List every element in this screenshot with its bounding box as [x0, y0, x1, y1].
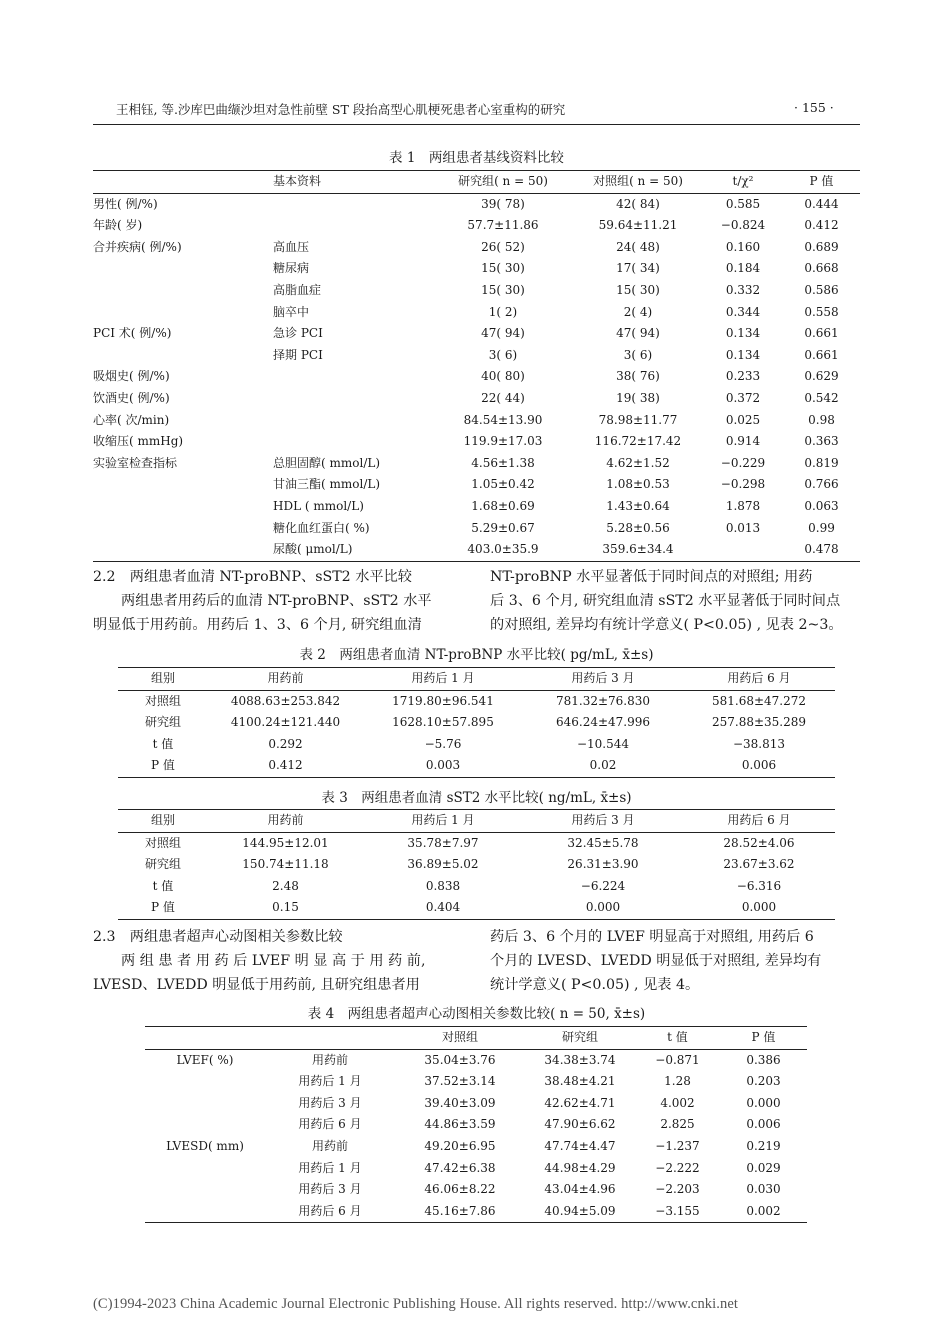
table3-column-header: 用药前	[208, 810, 363, 833]
table1	[93, 170, 860, 562]
table1-row	[93, 258, 860, 280]
table1-cell	[93, 496, 273, 518]
table3-cell: −6.316	[736, 878, 782, 893]
table2-row	[118, 734, 835, 756]
table1-row	[93, 323, 860, 345]
table1-cell: 0.99	[808, 520, 835, 535]
section-2-2-heading: 2.2 两组患者血清 NT-proBNP、sST2 水平比较	[93, 569, 412, 585]
table1-cell	[273, 410, 433, 432]
table1-cell: 0.661	[804, 347, 839, 362]
table1-caption: 表 1 两组患者基线资料比较	[389, 150, 564, 166]
table2-header-row	[118, 668, 835, 691]
table4-cell: −1.237	[655, 1138, 700, 1153]
table2-cell: 4100.24±121.440	[230, 715, 341, 730]
section-2-3-right	[490, 925, 870, 997]
table1-cell: 甘油三酯( mmol/L)	[273, 477, 381, 492]
table2-caption: 表 2 两组患者血清 NT-proBNP 水平比较( pg/mL, x̄±s)	[299, 647, 654, 663]
table4-caption: 表 4 两组患者超声心动图相关参数比较( n = 50, x̄±s)	[307, 1006, 646, 1022]
table1-row	[93, 280, 860, 302]
table4-row	[145, 1179, 807, 1201]
table1-cell	[273, 388, 433, 410]
running-title: 王相钰, 等.沙库巴曲缬沙坦对急性前壁 ST 段抬高型心肌梗死患者心室重构的研究	[116, 102, 566, 117]
table1-cell: 收缩压( mmHg)	[93, 434, 184, 449]
page-number: · 155 ·	[794, 100, 834, 115]
table1-cell: 糖尿病	[273, 261, 310, 276]
table4-column-header: P 值	[720, 1027, 807, 1050]
table4-cell: 用药后 6 月	[298, 1117, 362, 1132]
table1-cell: 0.344	[725, 304, 761, 319]
table1-cell: 0.766	[804, 477, 839, 492]
table1-cell: 0.233	[725, 369, 761, 384]
table2-row	[118, 690, 835, 712]
table1-cell: 1.43±0.64	[606, 498, 670, 513]
section-2-3-line-4: 个月的 LVESD、LVEDD 明显低于对照组, 差异均有	[490, 953, 822, 969]
table1-cell	[93, 302, 273, 324]
table4-cell: 0.219	[746, 1138, 781, 1153]
table3-cell: 0.15	[272, 900, 299, 915]
section-2-2-right	[490, 565, 870, 637]
table1-cell: 高脂血症	[273, 282, 322, 297]
table3-cell: 对照组	[144, 835, 181, 850]
table3-cell: 150.74±11.18	[242, 857, 329, 872]
table3-row	[118, 854, 835, 876]
section-2-2-line-2: 明显低于用药前。用药后 1、3、6 个月, 研究组血清	[93, 617, 422, 633]
table2-cell: 研究组	[144, 715, 181, 730]
table1-cell: 0.184	[725, 261, 761, 276]
table1-row	[93, 345, 860, 367]
table1-cell	[93, 539, 273, 561]
table1-cell: 1.08±0.53	[606, 477, 670, 492]
table4-cell: 2.825	[660, 1117, 695, 1132]
table4-cell: 47.42±6.38	[424, 1160, 496, 1175]
table2-cell: 1719.80±96.541	[392, 693, 494, 708]
table3-cell: 32.45±5.78	[567, 835, 639, 850]
table1-cell	[703, 539, 783, 561]
table1-cell: 1.05±0.42	[471, 477, 535, 492]
table1-cell: 4.56±1.38	[471, 455, 535, 470]
table1-cell: 5.28±0.56	[606, 520, 670, 535]
table4-cell: −3.155	[655, 1203, 700, 1218]
table3-header-row	[118, 810, 835, 833]
table3-row	[118, 897, 835, 919]
table1-cell: 0.412	[804, 218, 839, 233]
table2-cell: 781.32±76.830	[555, 693, 651, 708]
table1-row	[93, 453, 860, 475]
table1-cell: 5.29±0.67	[471, 520, 535, 535]
table3-cell: P 值	[151, 900, 175, 915]
table1-cell	[273, 215, 433, 237]
table4-cell: 44.98±4.29	[544, 1160, 616, 1175]
table2-row	[118, 712, 835, 734]
table2-column-header: 用药后 1 月	[363, 668, 523, 691]
table1-cell: 0.819	[804, 455, 839, 470]
table1-cell: 0.585	[725, 196, 761, 211]
table4-column-header	[145, 1027, 265, 1050]
table4-cell	[145, 1071, 265, 1093]
table1-column-header: t/χ²	[703, 171, 783, 194]
table1-cell: 24( 48)	[616, 239, 660, 254]
table4-cell: 0.029	[746, 1160, 781, 1175]
table1-row	[93, 215, 860, 237]
table3-cell: 144.95±12.01	[242, 835, 329, 850]
table1-cell: 0.063	[804, 498, 839, 513]
table2-cell: 0.292	[268, 736, 303, 751]
table3-cell: t 值	[152, 878, 174, 893]
table1-header-blank	[93, 171, 273, 194]
table1-cell: 脑卒中	[273, 304, 310, 319]
table1-row	[93, 388, 860, 410]
table1-cell: 0.134	[725, 347, 761, 362]
table1-cell: −0.229	[720, 455, 766, 470]
table1-cell: 吸烟史( 例/%)	[93, 369, 170, 384]
table1-row	[93, 410, 860, 432]
table2-column-header: 用药前	[208, 668, 363, 691]
section-2-2-line-4: 后 3、6 个月, 研究组血清 sST2 水平显著低于同时间点	[490, 593, 841, 609]
table1-cell: 0.98	[808, 412, 835, 427]
table1-cell: 403.0±35.9	[467, 542, 539, 557]
table4-cell: 47.90±6.62	[544, 1117, 616, 1132]
table4-cell: 用药前	[311, 1052, 348, 1067]
table4-cell: 49.20±6.95	[424, 1138, 496, 1153]
table4-column-header: 研究组	[525, 1027, 635, 1050]
table2-cell: 646.24±47.996	[555, 715, 651, 730]
table1-cell: 0.629	[804, 369, 839, 384]
table1-cell: 0.372	[725, 390, 761, 405]
table2	[118, 667, 835, 778]
table4-cell: 用药后 3 月	[298, 1182, 362, 1197]
table1-cell: 15( 30)	[481, 282, 525, 297]
table2-cell: P 值	[151, 758, 175, 773]
table1-row	[93, 302, 860, 324]
table1-cell	[273, 193, 433, 215]
table2-column-header: 用药后 3 月	[523, 668, 683, 691]
table1-row	[93, 237, 860, 259]
table1-cell: 0.013	[725, 520, 761, 535]
table1-cell: 39( 78)	[481, 196, 525, 211]
table3-column-header: 组别	[118, 810, 208, 833]
table2-cell: 4088.63±253.842	[230, 693, 341, 708]
table1-cell: 0.558	[804, 304, 839, 319]
table4	[145, 1026, 807, 1223]
table2-cell: 0.003	[425, 758, 461, 773]
table4-cell	[145, 1093, 265, 1115]
header-rule	[93, 124, 860, 125]
table1-cell: 2( 4)	[623, 304, 653, 319]
table1-cell: 年龄( 岁)	[93, 218, 143, 233]
table3-cell: −6.224	[580, 878, 626, 893]
table4-cell: 用药前	[311, 1138, 348, 1153]
table3-column-header: 用药后 6 月	[683, 810, 835, 833]
table1-cell: 0.914	[725, 434, 761, 449]
table4-cell: 38.48±4.21	[544, 1074, 616, 1089]
table4-cell: 用药后 3 月	[298, 1095, 362, 1110]
table3-caption: 表 3 两组患者血清 sST2 水平比较( ng/mL, x̄±s)	[321, 790, 632, 806]
table1-cell: 40( 80)	[481, 369, 525, 384]
table4-cell: 39.40±3.09	[424, 1095, 496, 1110]
table2-cell: 1628.10±57.895	[392, 715, 494, 730]
table4-cell: 37.52±3.14	[424, 1074, 496, 1089]
table1-cell: 0.025	[725, 412, 761, 427]
table4-cell: 用药后 1 月	[298, 1074, 362, 1089]
table2-cell: t 值	[152, 736, 174, 751]
table1-cell: 择期 PCI	[273, 347, 323, 362]
table1-cell: 38( 76)	[616, 369, 660, 384]
table2-column-header: 组别	[118, 668, 208, 691]
table2-cell: 对照组	[144, 693, 181, 708]
table3-cell: 26.31±3.90	[567, 857, 639, 872]
table1-cell: 0.363	[804, 434, 839, 449]
table2-row	[118, 755, 835, 777]
table1-cell: 17( 34)	[616, 261, 660, 276]
table4-cell: 0.006	[746, 1117, 781, 1132]
table4-column-header: t 值	[635, 1027, 720, 1050]
table1-cell: 高血压	[273, 239, 310, 254]
table2-cell: 0.412	[268, 758, 303, 773]
table3-cell: 0.838	[425, 878, 461, 893]
table1-cell: 0.478	[804, 542, 839, 557]
table1-row	[93, 518, 860, 540]
table1-cell: 1.878	[725, 498, 761, 513]
table1-cell: 总胆固醇( mmol/L)	[273, 455, 381, 470]
table1-cell: 19( 38)	[616, 390, 660, 405]
table1-cell: 0.160	[725, 239, 761, 254]
table1-cell: −0.298	[720, 477, 766, 492]
section-2-3-line-1: 两 组 患 者 用 药 后 LVEF 明 显 高 于 用 药 前,	[121, 953, 426, 969]
table3-cell: 0.404	[425, 900, 461, 915]
table4-cell: 46.06±8.22	[424, 1182, 496, 1197]
table4-cell: 0.030	[746, 1182, 781, 1197]
table2-cell: 0.02	[589, 758, 617, 773]
table1-cell	[93, 258, 273, 280]
table4-cell	[145, 1201, 265, 1223]
table3-cell: 0.000	[741, 900, 777, 915]
table4-cell: LVESD( mm)	[166, 1138, 244, 1153]
table1-column-header: 研究组( n = 50)	[433, 171, 573, 194]
table2-cell: −10.544	[576, 736, 630, 751]
table1-cell: 男性( 例/%)	[93, 196, 158, 211]
table1-cell: PCI 术( 例/%)	[93, 326, 172, 341]
table3-cell: 23.67±3.62	[723, 857, 795, 872]
section-2-2-line-1: 两组患者用药后的血清 NT-proBNP、sST2 水平	[121, 593, 432, 609]
table4-cell	[145, 1158, 265, 1180]
table1-cell: 3( 6)	[488, 347, 518, 362]
table4-cell: 43.04±4.96	[544, 1182, 616, 1197]
table1-cell: 116.72±17.42	[594, 434, 682, 449]
table1-cell	[93, 518, 273, 540]
table1-cell: 47( 94)	[616, 326, 660, 341]
table2-column-header: 用药后 6 月	[683, 668, 835, 691]
table3-cell: 0.000	[585, 900, 621, 915]
table3	[118, 809, 835, 920]
table1-cell: 57.7±11.86	[467, 218, 539, 233]
table1-cell: 0.689	[804, 239, 839, 254]
table3-row	[118, 876, 835, 898]
table1-cell	[93, 345, 273, 367]
table1-cell: 尿酸( μmol/L)	[273, 542, 353, 557]
section-2-2-line-3: NT-proBNP 水平显著低于同时间点的对照组; 用药	[490, 569, 813, 585]
table3-column-header: 用药后 3 月	[523, 810, 683, 833]
table3-cell: 2.48	[272, 878, 299, 893]
table1-cell	[273, 431, 433, 453]
table1-cell: HDL ( mmol/L)	[273, 498, 364, 513]
copyright-footer: (C)1994-2023 China Academic Journal Electronic Publishing House. All rights reserved. http://www.cnki.net	[93, 1296, 739, 1312]
table4-cell: 34.38±3.74	[544, 1052, 616, 1067]
table3-row	[118, 832, 835, 854]
table1-cell: 0.661	[804, 326, 839, 341]
table4-cell: LVEF( %)	[176, 1052, 234, 1067]
table1-cell: 糖化血红蛋白( %)	[273, 520, 370, 535]
table1-cell: 合并疾病( 例/%)	[93, 239, 182, 254]
table4-header-row	[145, 1027, 807, 1050]
table4-cell: 0.002	[746, 1203, 781, 1218]
table1-cell: 359.6±34.4	[602, 542, 674, 557]
table4-column-header: 对照组	[395, 1027, 525, 1050]
table1-cell: 59.64±11.21	[598, 218, 678, 233]
table1-cell: 心率( 次/min)	[93, 412, 170, 427]
table1-row	[93, 496, 860, 518]
table4-cell: 44.86±3.59	[424, 1117, 496, 1132]
table4-row	[145, 1093, 807, 1115]
section-2-3-left	[93, 925, 473, 997]
table1-cell: 0.332	[725, 282, 761, 297]
table4-cell: 0.000	[746, 1095, 781, 1110]
table1-cell: 1.68±0.69	[471, 498, 535, 513]
table1-header-row	[93, 171, 860, 194]
table2-cell: −38.813	[732, 736, 786, 751]
table1-cell: 22( 44)	[481, 390, 525, 405]
table4-cell: −2.203	[655, 1182, 700, 1197]
table1-cell: 15( 30)	[481, 261, 525, 276]
table3-cell: 研究组	[144, 857, 181, 872]
table1-cell	[93, 280, 273, 302]
table1-cell	[93, 474, 273, 496]
table1-cell: 26( 52)	[481, 239, 525, 254]
table1-row	[93, 431, 860, 453]
section-2-3-line-3: 药后 3、6 个月的 LVEF 明显高于对照组, 用药后 6	[490, 929, 814, 945]
table1-cell: 0.134	[725, 326, 761, 341]
table4-row	[145, 1158, 807, 1180]
table3-cell: 28.52±4.06	[723, 835, 795, 850]
table4-row	[145, 1201, 807, 1223]
table3-column-header: 用药后 1 月	[363, 810, 523, 833]
table4-cell	[145, 1179, 265, 1201]
table1-row	[93, 193, 860, 215]
table2-cell: 257.88±35.289	[711, 715, 807, 730]
table4-cell: 4.002	[660, 1095, 695, 1110]
table1-row	[93, 539, 860, 561]
table1-cell: 119.9±17.03	[463, 434, 543, 449]
table1-cell	[273, 366, 433, 388]
table1-cell: 饮酒史( 例/%)	[93, 390, 170, 405]
table4-cell: 40.94±5.09	[544, 1203, 616, 1218]
table4-cell: 47.74±4.47	[544, 1138, 616, 1153]
table1-cell: −0.824	[720, 218, 766, 233]
section-2-3-heading: 2.3 两组患者超声心动图相关参数比较	[93, 929, 343, 945]
table3-cell: 36.89±5.02	[407, 857, 479, 872]
table1-cell: 78.98±11.77	[598, 412, 678, 427]
table4-cell: 42.62±4.71	[544, 1095, 616, 1110]
table1-column-header: 基本资料	[273, 171, 433, 194]
table4-row	[145, 1136, 807, 1158]
table4-cell: 0.386	[746, 1052, 781, 1067]
table2-cell: −5.76	[424, 736, 462, 751]
table4-cell: −2.222	[655, 1160, 700, 1175]
table1-cell: 0.586	[804, 282, 839, 297]
table2-cell: 0.006	[741, 758, 777, 773]
table1-cell: 3( 6)	[623, 347, 653, 362]
table1-row	[93, 474, 860, 496]
table4-row	[145, 1049, 807, 1071]
section-2-2-line-5: 的对照组, 差异均有统计学意义( P<0.05) , 见表 2~3。	[490, 617, 843, 633]
table1-cell: 1( 2)	[488, 304, 518, 319]
table4-cell: −0.871	[655, 1052, 700, 1067]
table4-row	[145, 1071, 807, 1093]
table1-cell: 47( 94)	[481, 326, 525, 341]
table4-cell: 1.28	[664, 1074, 691, 1089]
table4-cell	[145, 1114, 265, 1136]
table4-cell: 35.04±3.76	[424, 1052, 496, 1067]
table1-cell: 0.444	[804, 196, 839, 211]
table4-row	[145, 1114, 807, 1136]
table1-cell: 0.668	[804, 261, 839, 276]
table1-column-header: 对照组( n = 50)	[573, 171, 703, 194]
table4-cell: 0.203	[746, 1074, 781, 1089]
table4-cell: 用药后 1 月	[298, 1160, 362, 1175]
table1-cell: 急诊 PCI	[273, 326, 323, 341]
table4-cell: 用药后 6 月	[298, 1203, 362, 1218]
table1-cell: 15( 30)	[616, 282, 660, 297]
table4-cell: 45.16±7.86	[424, 1203, 496, 1218]
table1-cell: 4.62±1.52	[606, 455, 670, 470]
table1-cell: 42( 84)	[616, 196, 660, 211]
table4-column-header	[265, 1027, 395, 1050]
table1-row	[93, 366, 860, 388]
table3-cell: 35.78±7.97	[407, 835, 479, 850]
section-2-3-line-2: LVESD、LVEDD 明显低于用药前, 且研究组患者用	[93, 977, 420, 993]
table1-cell: 实验室检查指标	[93, 455, 178, 470]
table2-cell: 581.68±47.272	[711, 693, 807, 708]
table1-cell: 0.542	[804, 390, 839, 405]
table1-column-header: P 值	[783, 171, 860, 194]
section-2-2-left	[93, 565, 473, 637]
table1-cell: 84.54±13.90	[463, 412, 543, 427]
section-2-3-line-5: 统计学意义( P<0.05) , 见表 4。	[490, 977, 700, 993]
